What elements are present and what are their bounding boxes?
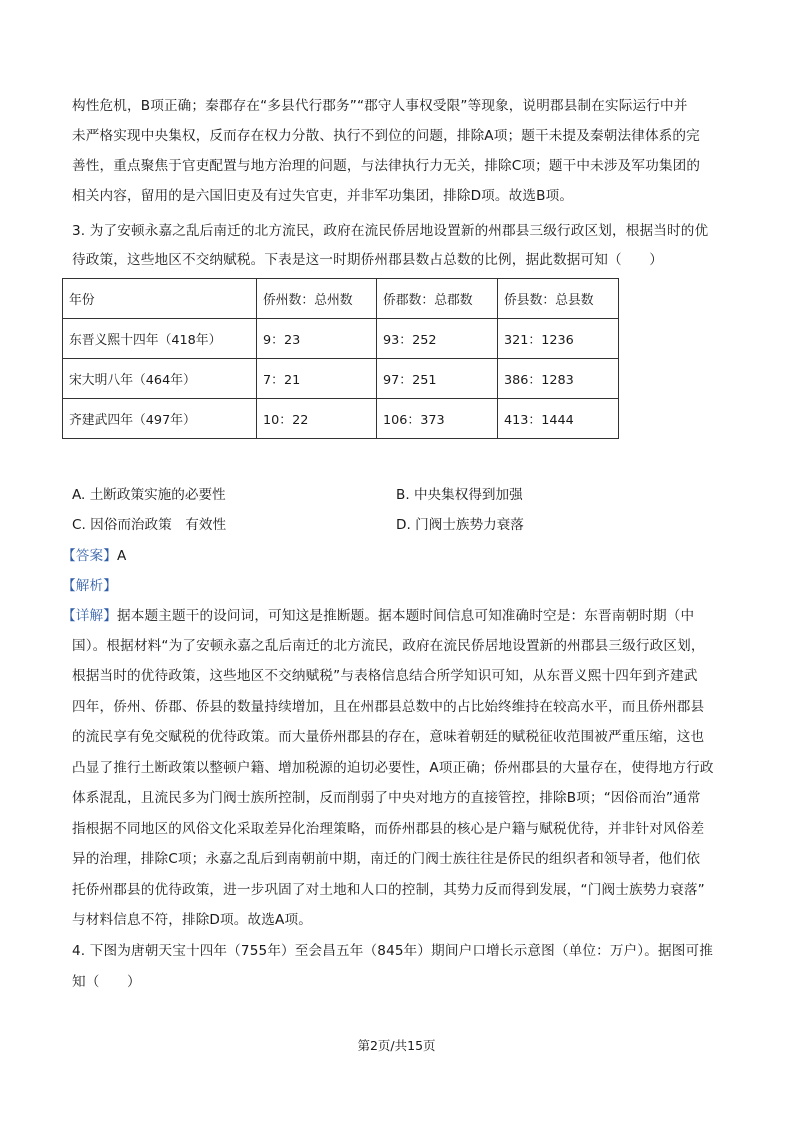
answer-label: 【答案】 (62, 548, 117, 564)
table-header-cell: 侨郡数：总郡数 (377, 279, 498, 319)
table-header-cell: 年份 (63, 279, 257, 319)
data-table (62, 278, 619, 439)
detail-line: 与材料信息不符，排除D项。故选A项。 (72, 912, 312, 928)
option-a: A. 土断政策实施的必要性 (72, 487, 226, 503)
table-cell: 93：252 (377, 319, 498, 359)
answer-value: A (116, 548, 127, 564)
table-cell: 9：23 (257, 319, 377, 359)
question-4-line: 知（ ） (72, 974, 141, 990)
option-c: C. 因俗而治政策 有效性 (72, 517, 227, 533)
answer-line (62, 546, 126, 566)
question-3-line: 3. 为了安顿永嘉之乱后南迁的北方流民，政府在流民侨居地设置新的州郡县三级行政区划，根据当时的优 (72, 223, 709, 239)
option-d: D. 门阀士族势力衰落 (396, 517, 524, 533)
question-3-line: 待政策，这些地区不交纳赋税。下表是这一时期侨州郡县数占总数的比例，据此数据可知（ ） (72, 252, 663, 268)
text-line: 善性，重点聚焦于官吏配置与地方治理的问题，与法律执行力无关，排除C项；题干中未涉及军功集团的 (72, 158, 701, 174)
detail-line: 凸显了推行土断政策以整顿户籍、增加税源的迫切必要性，A项正确；侨州郡县的大量存在，使得地方行政 (72, 760, 714, 776)
detail-line: 指根据不同地区的风俗文化采取差异化治理策略，而侨州郡县的核心是户籍与赋税优待，并非针对风俗差 (72, 821, 705, 837)
page-number: 第2页/共15页 (357, 1038, 436, 1053)
text-line: 未严格实现中央集权，反而存在权力分散、执行不到位的问题，排除A项；题干未提及秦朝法律体系的完 (72, 128, 700, 144)
text-line: 相关内容，留用的是六国旧吏及有过失官吏，并非军功集团，排除D项。故选B项。 (72, 188, 574, 204)
detail-line: 国）。根据材料“为了安顿永嘉之乱后南迁的北方流民，政府在流民侨居地设置新的州郡县三级行政区划， (72, 638, 705, 654)
detail-line: 异的治理，排除C项；永嘉之乱后到南朝前中期，南迁的门阀士族往往是侨民的组织者和领导者，他们依 (72, 851, 701, 867)
detail-line: 体系混乱，且流民多为门阀士族所控制，反而削弱了中央对地方的直接管控，排除B项；“因俗而治”通常 (72, 790, 701, 806)
text-line: 构性危机，B项正确；秦郡存在“多县代行郡务”“郡守人事权受限”等现象，说明郡县制在实际运行中并 (72, 98, 688, 114)
table-cell: 10：22 (257, 399, 377, 439)
detail-text: 据本题主题干的设问词，可知这是推断题。据本题时间信息可知准确时空是：东晋南朝时期（中 (116, 608, 695, 624)
table-cell: 齐建武四年（497年） (63, 399, 257, 439)
analysis-tag: 【解析】 (62, 578, 117, 594)
table-cell: 7：21 (257, 359, 377, 399)
table-cell: 413：1444 (498, 399, 619, 439)
table-cell: 106：373 (377, 399, 498, 439)
table-row (63, 359, 619, 399)
analysis-label (62, 576, 117, 596)
table-cell: 宋大明八年（464年） (63, 359, 257, 399)
table-header-row (63, 279, 619, 319)
table-header-cell: 侨县数：总县数 (498, 279, 619, 319)
detail-line: 四年，侨州、侨郡、侨县的数量持续增加，且在州郡县总数中的占比始终维持在较高水平，而且侨州郡县 (72, 699, 705, 715)
option-b: B. 中央集权得到加强 (396, 487, 523, 503)
table-cell: 321：1236 (498, 319, 619, 359)
detail-line: 根据当时的优待政策，这些地区不交纳赋税”与表格信息结合所学知识可知，从东晋义熙十四年到齐建武 (72, 668, 698, 684)
detail-line: 的流民享有免交赋税的优待政策。而大量侨州郡县的存在，意味着朝廷的赋税征收范围被严重压缩，这也 (72, 729, 705, 745)
table-header-cell: 侨州数：总州数 (257, 279, 377, 319)
table-cell: 97：251 (377, 359, 498, 399)
question-4-line: 4. 下图为唐朝天宝十四年（755年）至会昌五年（845年）期间户口增长示意图（单位：万户）。据图可推 (72, 943, 713, 959)
table-cell: 386：1283 (498, 359, 619, 399)
detail-line (62, 606, 694, 626)
table-row (63, 319, 619, 359)
table-cell: 东晋义熙十四年（418年） (63, 319, 257, 359)
detail-tag: 【详解】 (62, 608, 117, 624)
table-row (63, 399, 619, 439)
detail-line: 托侨州郡县的优待政策，进一步巩固了对土地和人口的控制，其势力反而得到发展，“门阀士族势力衰落” (72, 882, 705, 898)
